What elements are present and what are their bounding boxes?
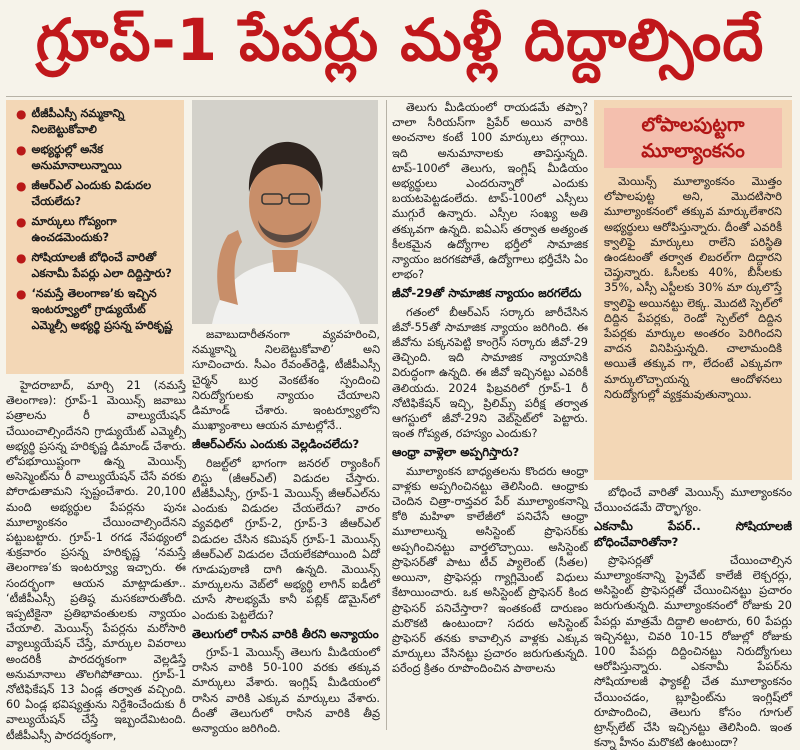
- column-4: [594, 485, 792, 750]
- subheading: జీవో-29తో సామాజిక న్యాయం జరగలేదు: [392, 286, 582, 301]
- article-text: రిజల్ట్‌లో భాగంగా జనరల్‌ ర్యాంకింగ్‌ లిస్టు (జీఆర్‌ఎల్‌) విడుదల చేస్తారు. టీజీపీఎస్సీ, గ్రూప్‌-1 మెయిన్స్‌ జీఆర్‌ఎల్‌ను ఎందుకు విడుదల చేయలేదు? వారం వ్యవధిలో గ్రూప్‌-2, గ్రూప్‌-3 జీఆర్‌ఎల్‌ విడుదల చేసిన కమిషన్‌ గ్రూప్‌-1 మెయిన్స్‌ జీఆర్‌ఎల్‌ విడుదల చేయలేకపోయింది ఏదో గూడుపుఠాణి దాగి ఉన్నది. మెయిన్స్‌ మార్కులను వెబ్‌లో అభ్యర్థి లాగిన్‌ ఐడీలో చూసే సౌలభ్యమే కానీ పబ్లిక్‌ డొమైన్‌లో ఎందుకు పెట్టలేదు?: [192, 456, 380, 622]
- article-text: ప్రొఫెసర్లతో చేయించాల్సిన మూల్యాంకనాన్ని ప్రైవేట్‌ కాలేజీ లెక్చరర్లు, అసిస్టెంట్‌ ప్రొఫెసర్లతో చేయించినట్టు ప్రచారం జరుగుతున్నది. మూల్యాంకనంలో రోజుకు 20 పేపర్లు మాత్రమే దిద్దాలి అంటారు, 60 పేపర్లు ఇచ్చినట్టు, చివరి 10-15 రోజుల్లో రోజుకు 100 పేపర్లు దిద్దించినట్టు నిరుద్యోగులు ఆరోపిస్తున్నారు. ఎకనామీ పేపర్‌ను సోషియాలజీ ఫ్యాకల్టీ చేత మూల్యాంకనం చేయించడం, బ్లూప్రింట్‌ను ఇంగ్లిష్‌లో రూపొందించి, తెలుగు కోసం గూగుల్‌ ట్రాన్స్‌లేట్‌ చేసి ఇచ్చినట్టు తెలిసింది. ఇంత కన్నా హీనం మరొకటి ఉంటుందా?: [594, 553, 792, 750]
- bullet-icon: ●: [16, 143, 27, 157]
- headline: గ్రూప్‌-1 పేపర్లు మళ్లీ దిద్దాల్సిందే: [35, 6, 765, 74]
- bullet-icon: ●: [16, 215, 27, 229]
- article-text: గ్రూప్‌-1 మెయిన్స్‌ తెలుగు మీడియంలో రాసిన వారికి 50-100 వరకు తక్కువ మార్కులు వేశారు. ఇంగ్లిష్‌ మీడియంలో రాసిన వారికి ఎక్కువ మార్కులు వేశారు. దీంతో తెలుగులో రాసిన వారికి తీవ్ర అన్యాయం జరిగింది.: [192, 646, 380, 736]
- highlight-item: ● అభ్యర్థుల్లో అనేక అనుమానాలున్నాయి: [16, 143, 122, 172]
- bullet-icon: ●: [16, 251, 27, 265]
- highlight-item: ● ‘నమస్తే తెలంగాణ’కు ఇచ్చిన ఇంటర్వ్యూలో గ్రాడ్యుయేట్‌ ఎమ్మెల్సీ అభ్యర్థి ప్రసన్న హరికృష్ణ: [16, 287, 173, 332]
- highlight-item: ● జీఆర్‌ఎల్‌ ఎందుకు విడుదల చేయలేదు?: [16, 179, 152, 208]
- column-3: [392, 100, 588, 732]
- bullet-icon: ●: [16, 287, 27, 301]
- subheading: ఆంధ్రా వాళ్లెలా అప్పగిస్తారు?: [392, 445, 520, 460]
- bullet-icon: ●: [16, 107, 27, 121]
- subheading: జీఆర్‌ఎల్‌ను ఎందుకు వెల్లడించలేదు?: [192, 437, 360, 452]
- bullet-icon: ●: [16, 179, 27, 193]
- candidate-photo: [192, 100, 378, 324]
- article-text: జవాబుదారీతనంగా వ్యవహరించి, నమ్మకాన్ని నిలబెట్టుకోవాలి’ అని సూచించారు. సీఎం రేవంత్‌రెడ్డి, టీజీపీఎస్సీ చైర్మన్‌ బుర్ర వెంకటేశం స్పందించి నిరుద్యోగులకు న్యాయం చేయాలని డిమాండ్‌ చేశారు. ఇంటర్వ్యూలోని ముఖ్యాంశాలు ఆయన మాటల్లోనే..: [192, 328, 380, 433]
- highlight-item: ● సోషియాలజీ బోధించే వారితో ఎకనామీ పేపర్లు ఎలా దిద్దిస్తారు?: [16, 251, 172, 280]
- article-text: బోధించే వారితో మెయిన్స్‌ మూల్యాంకనం చేయించడమే దౌర్భాగ్యం.: [594, 486, 792, 515]
- article-lead: హైదరాబాద్‌, మార్చి 21 (నమస్తే తెలంగాణ): గ్రూప్‌-1 మెయిన్స్‌ జవాబు పత్రాలను రీ వాల్యుయేషన్‌ చేయించాల్సిందేనని గ్రాడ్యుయేట్‌ ఎమ్మెల్సీ అభ్యర్థి ప్రసన్న హరికృష్ణ డిమాండ్‌ చేశారు. లోపభూయిష్టంగా ఉన్న మెయిన్స్‌ అసెస్మెంట్‌ను రీ వాల్యుయేషన్‌ చేసే వరకు పోరాడుతామని స్పష్టంచేశారు. 20,100 మంది అభ్యర్థుల పేపర్లను పునః మూల్యాంకనం చేయించాల్సిందేనని పట్టుబట్టారు. గ్రూప్‌-1 రగడ నేపథ్యంలో శుక్రవారం ప్రసన్న హరికృష్ణ ‘నమస్తే తెలంగాణ’కు ఇంటర్వ్యూ ఇచ్చారు. ఈ సందర్భంగా ఆయన మాట్లాడుతూ.. ‘టీజీపీఎస్సీ ప్రతిష్ఠ మసకబారుతోంది. ఇప్పటికైనా ప్రతిభావంతులకు న్యాయం చేయాలి. మెయిన్స్‌ పేపర్లను మరోసారి వ్యాల్యుయేషన్‌ చేస్తే, మార్కుల వివరాలు అందరికీ పారదర్శకంగా వెల్లడిస్తే అనుమానాలు తొలగిపోతాయి. గ్రూప్‌-1 నోటిఫికేషన్‌ 13 ఏండ్ల తర్వాత వచ్చింది. 60 ఏండ్ల భవిష్యత్తును నిర్దేశించేందుకు రీ వాల్యుయేషన్‌ చేస్తే ఇబ్బందేమిటంది. టీజీపీఎస్సీ పారదర్శకంగా,: [6, 379, 186, 742]
- article-text: గతంలో బీఆర్‌ఎస్‌ సర్కారు జారీచేసిన జీవో-55తో సామాజిక న్యాయం జరిగింది. ఈ జీవోను పక్కనపెట్టి కాంగ్రెస్‌ సర్కారు జీవో-29 తెచ్చింది. ఇది సామాజిక న్యాయానికి విరుద్ధంగా ఉన్నది. ఈ జీవో ఇచ్చినట్టు ఎవరికీ తెలియదు. 2024 ఫిబ్రవరిలో గ్రూప్‌-1 రీ నోటిఫికేషన్‌ ఇచ్చి, ప్రిలిమ్స్‌ పరీక్ష తర్వాత ఆగస్టులో జీవో-29ని వెబ్‌సైట్‌లో పెట్టారు. ఇంత గోప్యత, రహస్యం ఎందుకు?: [392, 305, 588, 441]
- subheading: తెలుగులో రాసిన వారికి తీరని అన్యాయం: [192, 626, 379, 641]
- highlight-item: ● మార్కులు గోప్యంగా ఉంచడమెందుకు?: [16, 215, 117, 244]
- sidebar-title: లోపాలపుట్టగా మూల్యాంకనం: [604, 108, 782, 168]
- highlight-item: ● టీజీపీఎస్సీ నమ్మకాన్ని నిలబెట్టుకోవాలి: [16, 107, 125, 136]
- highlights-box: [6, 100, 184, 374]
- article-text: తెలుగు మీడియంలో రాయడమే తప్పా? చాలా సీరియస్‌గా ప్రిపేర్‌ అయిన వారికి అంచనాల కంటే 100 మార్కులు తగ్గాయి. ఇది అనుమానాలకు తావిస్తున్నది. టాప్‌-100లో తెలుగు, ఇంగ్లిష్‌ మీడియం అభ్యర్థులు ఎందరున్నారో ఎందుకు బయటపెట్టడంలేదు. టాప్‌-100లో ఎస్సీలు ముగ్గురే ఉన్నారు. ఎస్సీల సంఖ్య అతి తక్కువగా ఉన్నది. ఐఏఎస్‌ తర్వాత అత్యంత కీలకమైన ఉద్యోగాల భర్తీలో సామాజిక న్యాయం జరగకపోతే, ఉద్యోగాలు భర్తీచేసి ఏం లాభం?: [392, 101, 588, 282]
- sidebar-text: మెయిన్స్‌ మూల్యాంకనం మొత్తం లోపాలపుట్ట అని, మొదటిసారి మూల్యాంకనంలో తక్కువ మార్కులేశారని అభ్యర్థులు ఆరోపిస్తున్నారు. దీంతో ఎవరికీ క్వాలిఫై మార్కులు రాలేని పరిస్థితి ఉండటంతో తర్వాత లిబరల్‌గా దిద్దారని చెప్తున్నారు. ఓసీలకు 40%, బీసీలకు 35%, ఎస్సీ ఎస్టీలకు 30% మా ర్కులొస్తే క్వాలిఫై అయినట్టు లెక్క. మొదటి స్పెల్‌లో దిద్దిన పేపర్లకు, రెండో స్పెల్‌లో దిద్దిన పేపర్లకు మార్కుల అంతరం పెరిగిందని వాదన వినిపిస్తున్నది. చాలామందికి అయితే తక్కువ గా, లేదంటే ఎక్కువగా మార్కులొచ్చాయన్న ఆందోళనలు నిరుద్యోగుల్లో వ్యక్తమవుతున్నాయి.: [604, 175, 782, 401]
- headline-rule: [6, 96, 792, 97]
- column-1: [6, 378, 186, 742]
- sidebar-box: [594, 100, 792, 480]
- column-divider: [386, 100, 387, 730]
- article-text: మూల్యాంకన బాధ్యతలను కొందరు ఆంధ్రా వాళ్లకు అప్పగించినట్టు తెలిసింది. ఆంధ్రాకు చెందిన చిత్రా-రావ్తవర పేర్‌ మూల్యాంకనాన్ని కోఠి మహిళా కాలేజీలో పనిచేసే ఆంధ్రా మూలాలున్న అసిస్టెంట్‌ ప్రొఫెసర్‌కు అప్పగించినట్టు వార్తలొచ్చాయి. అసిస్టెంట్‌ ప్రొఫెసర్‌తో పాటు టీచ్‌ ఎ్యాలెంట్‌ (సీతల) అయినా, ప్రొఫెసర్లు గ్యాగ్లిమెంట్‌ విధులు కేటాయించారు. ఒక అసిస్టెంట్‌ ప్రొఫెసర్‌ కింద ప్రొఫెసర్‌ పనిచేస్తారా? ఇంతకంటే దారుణం మరొకటి ఉంటుందా? సదరు అసిస్టెంట్‌ ప్రొఫెసర్‌ తనకు కావాల్సిన వాళ్లకు ఎక్కువ మార్కులు వేసినట్టు ప్రచారం జరుగుతున్నది. పరేంద్ర క్రితం రూపొందించిన పాఠాలను: [392, 464, 588, 676]
- subheading: ఎకనామీ పేపర్‌.. సోషియాలజీ బోధించేవారితోనా?: [594, 519, 792, 549]
- column-2: [192, 327, 380, 736]
